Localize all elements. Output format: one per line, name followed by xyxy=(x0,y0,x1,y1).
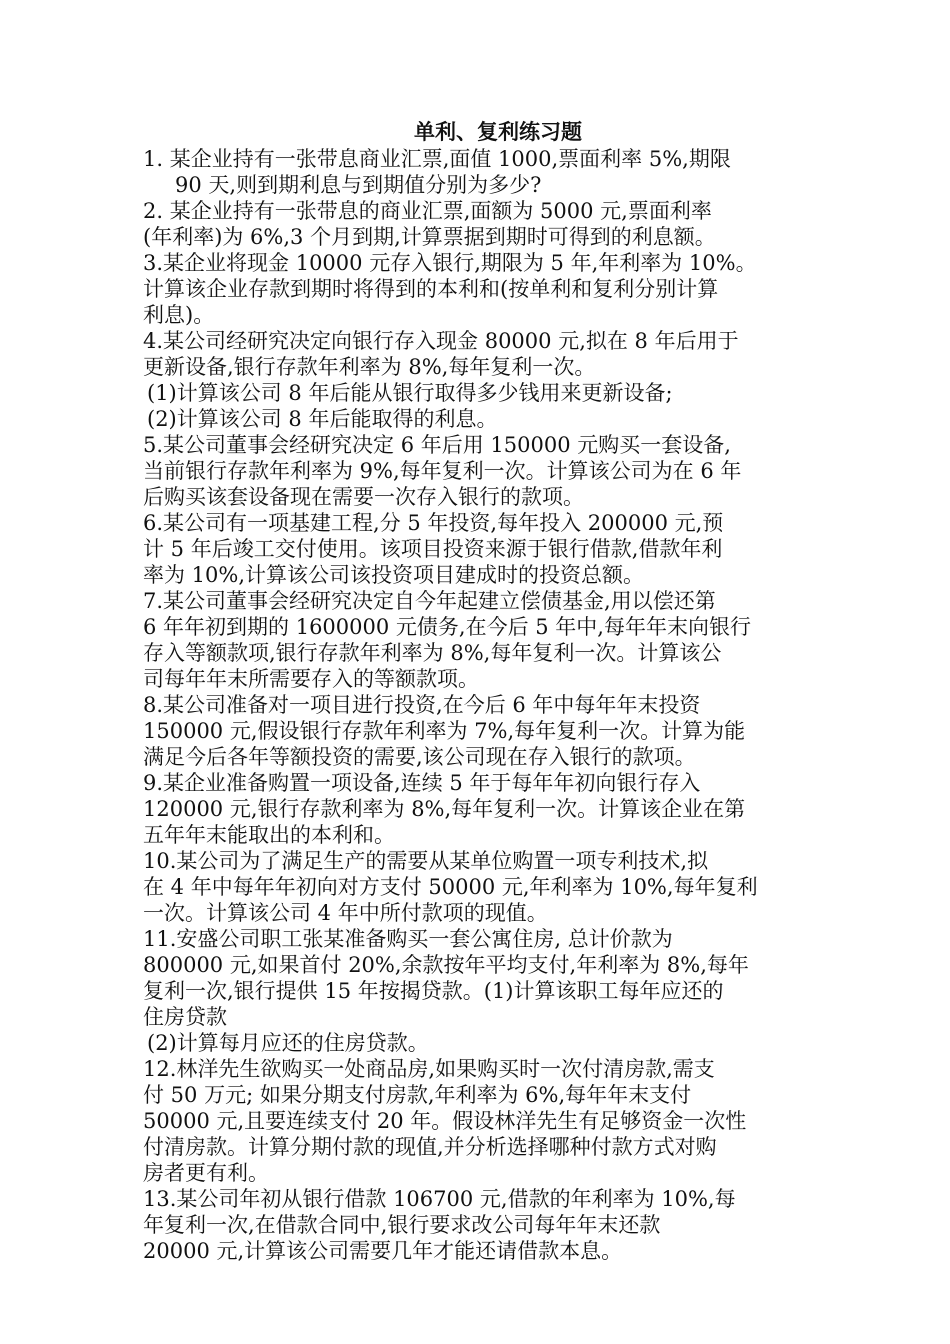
q9-line-1: 9.某企业准备购置一项设备,连续 5 年于每年年初向银行存入 xyxy=(143,771,701,795)
q12-line-4: 付清房款。计算分期付款的现值,并分析选择哪种付款方式对购 xyxy=(143,1135,717,1159)
q12-line-2: 付 50 万元; 如果分期支付房款,年利率为 6%,每年年末支付 xyxy=(143,1083,692,1107)
q1-line-1: 1. 某企业持有一张带息商业汇票,面值 1000,票面利率 5%,期限 xyxy=(143,147,731,171)
q8-line-3: 满足今后各年等额投资的需要,该公司现在存入银行的款项。 xyxy=(143,745,696,769)
q4-sub-2: (2)计算该公司 8 年后能取得的利息。 xyxy=(147,407,498,431)
document-page xyxy=(143,118,813,1264)
q8-line-1: 8.某公司准备对一项目进行投资,在今后 6 年中每年年末投资 xyxy=(143,693,701,717)
q4-line-2: 更新设备,银行存款年利率为 8%,每年复利一次。 xyxy=(143,355,596,379)
q13-line-1: 13.某公司年初从银行借款 106700 元,借款的年利率为 10%,每 xyxy=(143,1187,736,1211)
q12-line-1: 12.林洋先生欲购买一处商品房,如果购买时一次付清房款,需支 xyxy=(143,1057,715,1081)
q7-line-4: 司每年年末所需要存入的等额款项。 xyxy=(143,667,479,691)
q9-line-2: 120000 元,银行存款利率为 8%,每年复利一次。计算该企业在第 xyxy=(143,797,746,821)
q4-line-1: 4.某公司经研究决定向银行存入现金 80000 元,拟在 8 年后用于 xyxy=(143,329,739,353)
q13-line-3: 20000 元,计算该公司需要几年才能还请借款本息。 xyxy=(143,1239,623,1263)
q10-line-3: 一次。计算该公司 4 年中所付款项的现值。 xyxy=(143,901,548,925)
q5-line-1: 5.某公司董事会经研究决定 6 年后用 150000 元购买一套设备, xyxy=(143,433,731,457)
q3-line-2: 计算该企业存款到期时将得到的本利和(按单利和复利分别计算 xyxy=(143,277,719,301)
q6-line-2: 计 5 年后竣工交付使用。该项目投资来源于银行借款,借款年利 xyxy=(143,537,723,561)
q2-line-2: (年利率)为 6%,3 个月到期,计算票据到期时可得到的利息额。 xyxy=(143,225,716,249)
q11-line-2: 800000 元,如果首付 20%,余款按年平均支付,年利率为 8%,每年 xyxy=(143,953,749,977)
q7-line-1: 7.某公司董事会经研究决定自今年起建立偿债基金,用以偿还第 xyxy=(143,589,716,613)
q2-line-1: 2. 某企业持有一张带息的商业汇票,面额为 5000 元,票面利率 xyxy=(143,199,712,223)
document-title: 单利、复利练习题 xyxy=(414,119,582,144)
q13-line-2: 年复利一次,在借款合同中,银行要求改公司每年年末还款 xyxy=(143,1213,661,1237)
q10-line-1: 10.某公司为了满足生产的需要从某单位购置一项专利技术,拟 xyxy=(143,849,709,873)
q1-line-2: 90 天,则到期利息与到期值分别为多少? xyxy=(175,173,542,197)
q8-line-2: 150000 元,假设银行存款年利率为 7%,每年复利一次。计算为能 xyxy=(143,719,746,743)
q7-line-2: 6 年年初到期的 1600000 元债务,在今后 5 年中,每年年末向银行 xyxy=(143,615,751,639)
q10-line-2: 在 4 年中每年年初向对方支付 50000 元,年利率为 10%,每年复利 xyxy=(143,875,758,899)
q9-line-3: 五年年末能取出的本利和。 xyxy=(143,823,395,847)
q12-line-5: 房者更有利。 xyxy=(143,1161,269,1185)
q5-line-3: 后购买该套设备现在需要一次存入银行的款项。 xyxy=(143,485,584,509)
q11-line-4: 住房贷款 xyxy=(143,1005,227,1029)
q11-line-3: 复利一次,银行提供 15 年按揭贷款。(1)计算该职工每年应还的 xyxy=(143,979,724,1003)
q3-line-3: 利息)。 xyxy=(143,303,215,327)
q4-sub-1: (1)计算该公司 8 年后能从银行取得多少钱用来更新设备; xyxy=(147,381,673,405)
q6-line-3: 率为 10%,计算该公司该投资项目建成时的投资总额。 xyxy=(143,563,645,587)
q6-line-1: 6.某公司有一项基建工程,分 5 年投资,每年投入 200000 元,预 xyxy=(143,511,724,535)
q5-line-2: 当前银行存款年利率为 9%,每年复利一次。计算该公司为在 6 年 xyxy=(143,459,742,483)
q11-line-1: 11.安盛公司职工张某准备购买一套公寓住房, 总计价款为 xyxy=(143,927,673,951)
q3-line-1: 3.某企业将现金 10000 元存入银行,期限为 5 年,年利率为 10%。 xyxy=(143,251,757,275)
q11-sub-2: (2)计算每月应还的住房贷款。 xyxy=(147,1031,429,1055)
q7-line-3: 存入等额款项,银行存款年利率为 8%,每年复利一次。计算该公 xyxy=(143,641,722,665)
q12-line-3: 50000 元,且要连续支付 20 年。假设林洋先生有足够资金一次性 xyxy=(143,1109,747,1133)
